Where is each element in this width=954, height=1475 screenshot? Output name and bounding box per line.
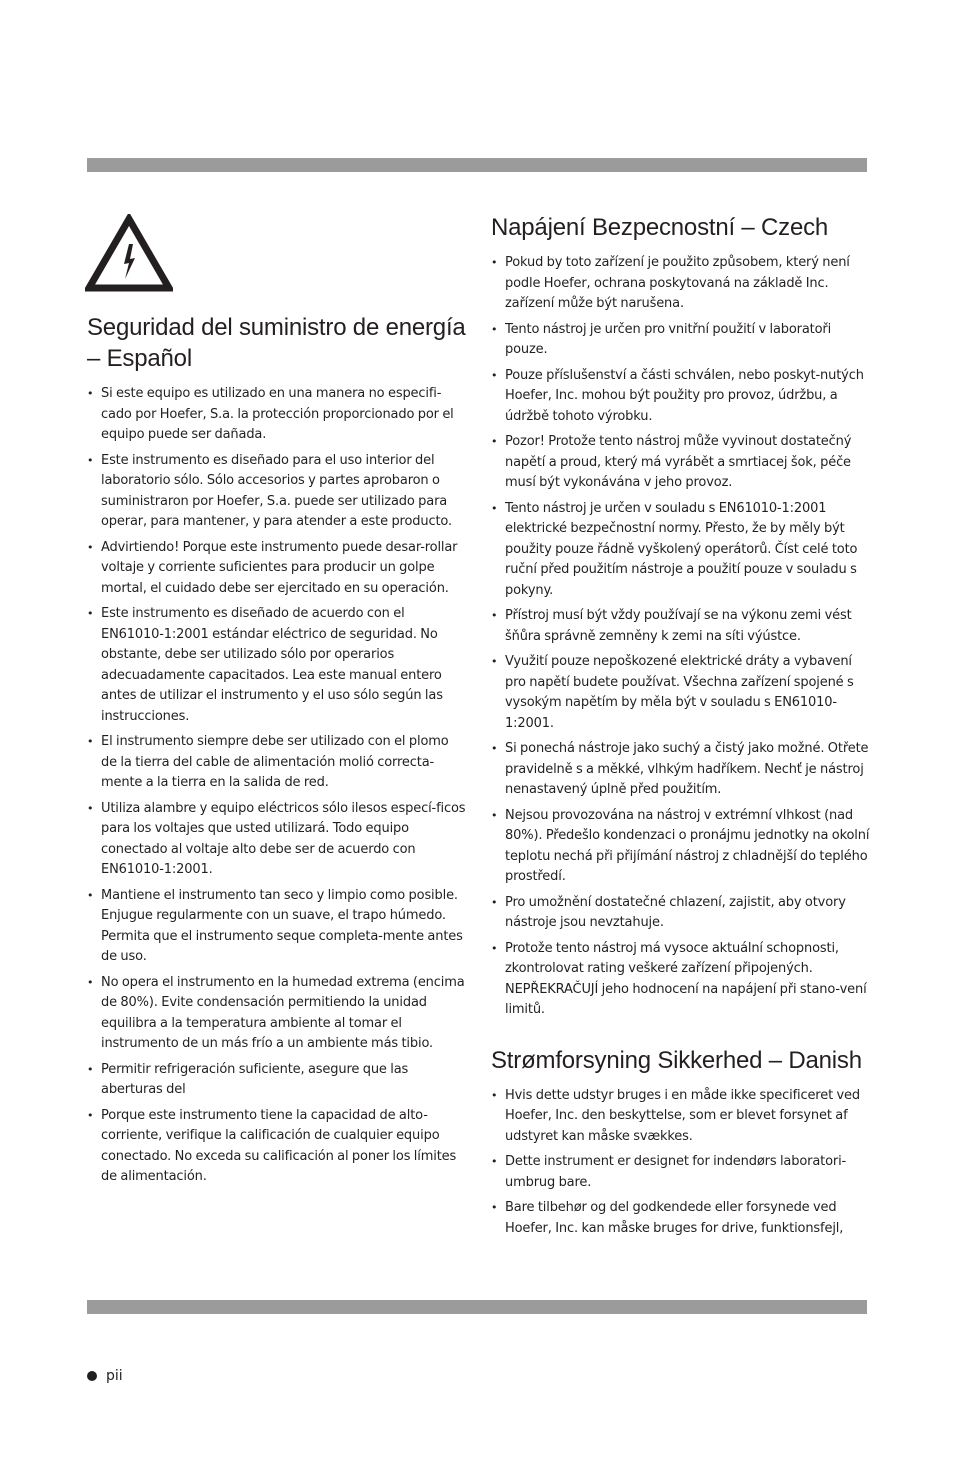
- bottom-divider-bar: [87, 1300, 867, 1314]
- spanish-section: [87, 312, 467, 1193]
- list-item: • El instrumento siempre debe ser utilizado con el plomo de la tierra del cable de alimentación molió correcta-mente a la tierra en la salida de red.: [87, 732, 467, 794]
- danish-list: [491, 1086, 871, 1240]
- top-divider-bar: [87, 158, 867, 172]
- list-item: • No opera el instrumento en la humedad extrema (encima de 80%). Evite condensación permitiendo la unidad equilibra a la temperatura ambiente al tomar el instrumento de un más frío a un ambiente más tibio.: [87, 973, 467, 1055]
- list-item: • Este instrumento es diseñado de acuerdo con el EN61010-1:2001 estándar eléctrico de seguridad. No obstante, debe ser utilizado sólo por operarios adecuadamente capacitados. Lea este manual entero antes de utilizar el instrumento y el uso sólo según las instrucciones.: [87, 604, 467, 727]
- list-item: • Hvis dette udstyr bruges i en måde ikke specificeret ved Hoefer, Inc. den beskyttelse, som er blevet forsynet af udstyret kan måske svækkes.: [491, 1086, 871, 1148]
- page-number: pii: [106, 1368, 123, 1384]
- list-item: • Bare tilbehør og del godkendede eller forsynede ved Hoefer, Inc. kan måske bruges for drive, funktionsfejl,: [491, 1198, 871, 1239]
- list-item: • Porque este instrumento tiene la capacidad de alto-corriente, verifique la calificación de cualquier equipo conectado. No exceda su calificación al poner los límites de alimentación.: [87, 1106, 467, 1188]
- list-item: • Utiliza alambre y equipo eléctricos sólo ilesos especí-ficos para los voltajes que usted utilizará. Todo equipo conectado al voltaje alto debe ser de acuerdo con EN61010-1:2001.: [87, 799, 467, 881]
- page-footer: [87, 1368, 123, 1384]
- list-item: • Pouze příslušenství a části schválen, nebo poskyt-nutých Hoefer, Inc. mohou být použity pro provoz, údržbu, a údržbě tohoto výrobku.: [491, 366, 871, 428]
- list-item: • Nejsou provozována na nástroj v extrémní vlhkost (nad 80%). Předešlo kondenzaci o pronájmu jednotky na okolní teplotu nechá při přijímání nástroj z chladnější do teplého prostředí.: [491, 806, 871, 888]
- high-voltage-warning-icon: [85, 214, 173, 292]
- list-item: • Si ponechá nástroje jako suchý a čistý jako možné. Otřete pravidelně s a měkké, vlhkým hadříkem. Nechť je nástroj nenastavený úplně před použitím.: [491, 739, 871, 801]
- right-column: [491, 212, 871, 1244]
- list-item: • Permitir refrigeración suficiente, asegure que las aberturas del: [87, 1060, 467, 1101]
- list-item: • Využití pouze nepoškozené elektrické dráty a vybavení pro napětí budete používat. Všechna zařízení spojené s vysokým napětím by měla být v souladu s EN61010-1:2001.: [491, 652, 871, 734]
- list-item: • Pro umožnění dostatečné chlazení, zajistit, aby otvory nástroje jsou nevztahuje.: [491, 893, 871, 934]
- list-item: • Pozor! Protože tento nástroj může vyvinout dostatečný napětí a proud, který má vyrábět a smrtiacej šok, péče musí být vykonávána v jeho provoz.: [491, 432, 871, 494]
- bullet-dot-icon: [87, 1371, 97, 1381]
- list-item: • Dette instrument er designet for indendørs laboratori-umbrug bare.: [491, 1152, 871, 1193]
- spanish-title: Seguridad del suministro de energía – Español: [87, 314, 466, 372]
- czech-title: Napájení Bezpecnostní – Czech: [491, 214, 829, 241]
- danish-title: Strømforsyning Sikkerhed – Danish: [491, 1046, 862, 1074]
- list-item: • Advirtiendo! Porque este instrumento puede desar-rollar voltaje y corriente suficientes para producir un golpe mortal, el cuidado debe ser ejercitado en su operación.: [87, 538, 467, 600]
- list-item: • Protože tento nástroj má vysoce aktuální schopnosti, zkontrolovat rating veškeré zařízení připojených. NEPŘEKRAČUJÍ jeho hodnocení na napájení při stano-vení limitů.: [491, 939, 871, 1021]
- list-item: • Si este equipo es utilizado en una manera no especifi-cado por Hoefer, S.a. la protección proporcionado por el equipo puede ser dañada.: [87, 384, 467, 446]
- list-item: • Tento nástroj je určen pro vnitřní použití v laboratoři pouze.: [491, 320, 871, 361]
- list-item: • Mantiene el instrumento tan seco y limpio como posible. Enjugue regularmente con un suave, el trapo húmedo. Permita que el instrumento seque completa-mente antes de uso.: [87, 886, 467, 968]
- list-item: • Pokud by toto zařízení je použito způsobem, který není podle Hoefer, ochrana poskytovaná na základě Inc. zařízení může být narušena.: [491, 253, 871, 315]
- czech-list: [491, 253, 871, 1021]
- list-item: • Přístroj musí být vždy používají se na výkonu zemi vést šňůra správně zemněny k zemi na síti výústce.: [491, 606, 871, 647]
- list-item: • Tento nástroj je určen v souladu s EN61010-1:2001 elektrické bezpečnostní normy. Přesto, že by měly být použity pouze řádně vyškolený operátorů. Číst celé toto ruční před použitím nástroje a použití pouze v souladu s pokyny.: [491, 499, 871, 602]
- spanish-list: [87, 384, 467, 1188]
- list-item: • Este instrumento es diseñado para el uso interior del laboratorio sólo. Sólo accesorios y partes aprobaron o suministraron por Hoefer, S.a. puede ser utilizado para operar, para mantener, y para atender a este producto.: [87, 451, 467, 533]
